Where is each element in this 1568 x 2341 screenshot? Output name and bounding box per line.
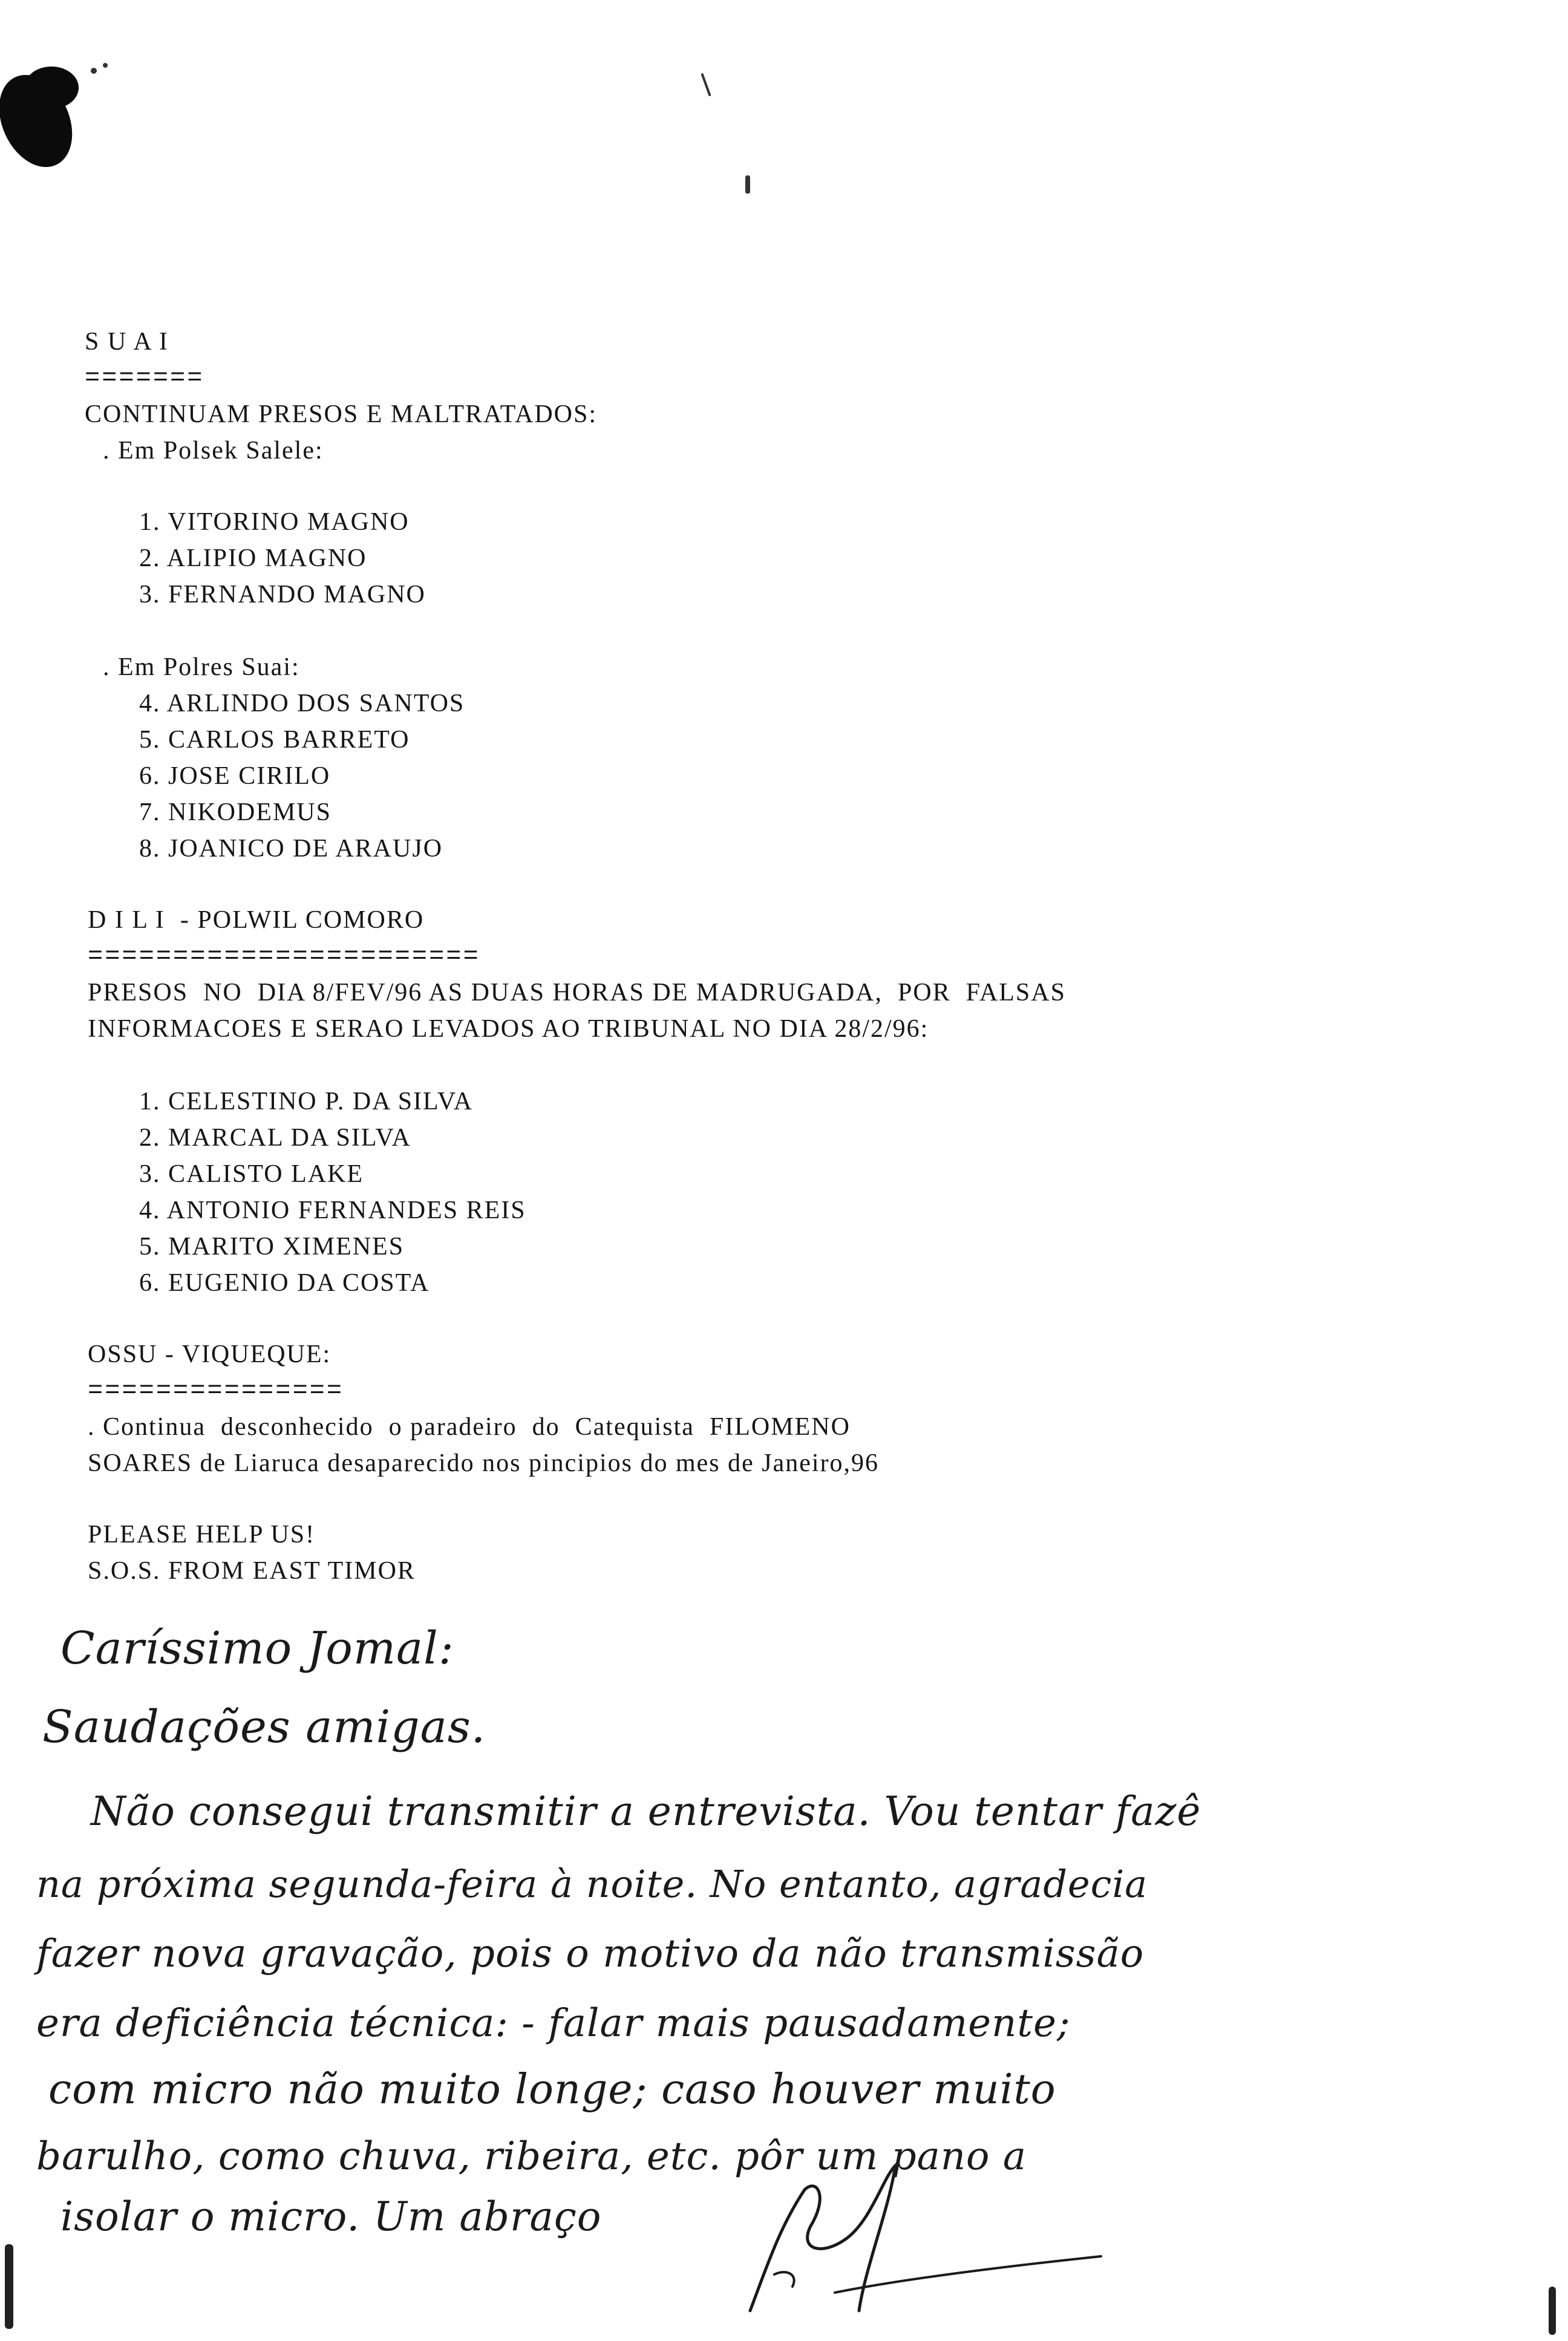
paragraph-line: PRESOS NO DIA 8/FEV/96 AS DUAS HORAS DE MADRUGADA, POR FALSAS — [88, 979, 1066, 1007]
handwritten-line: na próxima segunda-feira à noite. No entanto, agradecia — [36, 1862, 1148, 1906]
list-item: 1. VITORINO MAGNO — [139, 508, 410, 536]
handwritten-line: isolar o micro. Um abraço — [60, 2193, 602, 2240]
list-item: 3. FERNANDO MAGNO — [139, 581, 426, 609]
section-title-suai: S U A I — [85, 328, 169, 356]
handwritten-line: Caríssimo Jomal: — [60, 1622, 454, 1674]
list-item: 2. ALIPIO MAGNO — [139, 544, 367, 572]
section-title-ossu: OSSU - VIQUEQUE: — [88, 1340, 332, 1368]
section-underline: ======= — [85, 364, 204, 393]
list-item: 3. CALISTO LAKE — [139, 1160, 364, 1188]
paragraph-line: INFORMACOES E SERAO LEVADOS AO TRIBUNAL NO DIA 28/2/96: — [88, 1015, 929, 1043]
list-item: 6. EUGENIO DA COSTA — [139, 1269, 430, 1297]
list-item: 1. CELESTINO P. DA SILVA — [139, 1088, 474, 1115]
handwritten-line: barulho, como chuva, ribeira, etc. pôr um pano a — [36, 2134, 1027, 2179]
section-title-dili: D I L I - POLWIL COMORO — [88, 906, 425, 934]
speck — [5, 2244, 13, 2329]
list-item: 8. JOANICO DE ARAUJO — [139, 835, 443, 863]
group-label: . Em Polsek Salele: — [103, 437, 324, 465]
handwritten-line: era deficiência técnica: - falar mais pausadamente; — [36, 2001, 1071, 2046]
list-item: 4. ANTONIO FERNANDES REIS — [139, 1197, 526, 1224]
handwritten-line: Não consegui transmitir a entrevista. Vou tentar fazê — [91, 1788, 1201, 1835]
handwritten-line: Saudações amigas. — [42, 1701, 486, 1753]
list-item: 5. MARITO XIMENES — [139, 1233, 405, 1261]
speck — [701, 73, 711, 97]
closing-line: S.O.S. FROM EAST TIMOR — [88, 1557, 416, 1585]
list-item: 5. CARLOS BARRETO — [139, 726, 410, 754]
paragraph-line: . Continua desconhecido o paradeiro do Catequista FILOMENO — [88, 1413, 851, 1441]
signature — [714, 2153, 1137, 2335]
speck — [745, 175, 750, 194]
paragraph-line: SOARES de Liaruca desaparecido nos pincipios do mes de Janeiro,96 — [88, 1449, 880, 1477]
group-label: . Em Polres Suai: — [103, 653, 300, 681]
speck — [103, 63, 108, 68]
list-item: 4. ARLINDO DOS SANTOS — [139, 690, 465, 717]
ink-blot-top-left-2 — [24, 67, 79, 109]
section-underline: =============== — [88, 1376, 344, 1405]
handwritten-line: fazer nova gravação, pois o motivo da não transmissão — [36, 1931, 1145, 1976]
closing-line: PLEASE HELP US! — [88, 1521, 316, 1549]
list-item: 7. NIKODEMUS — [139, 798, 332, 826]
list-item: 2. MARCAL DA SILVA — [139, 1124, 411, 1152]
section-underline: ======================= — [88, 942, 480, 971]
section-heading: CONTINUAM PRESOS E MALTRATADOS: — [85, 400, 598, 428]
speck — [91, 68, 97, 74]
handwritten-line: com micro não muito longe; caso houver muito — [48, 2066, 1056, 2114]
list-item: 6. JOSE CIRILO — [139, 762, 331, 790]
speck — [1549, 2287, 1556, 2335]
